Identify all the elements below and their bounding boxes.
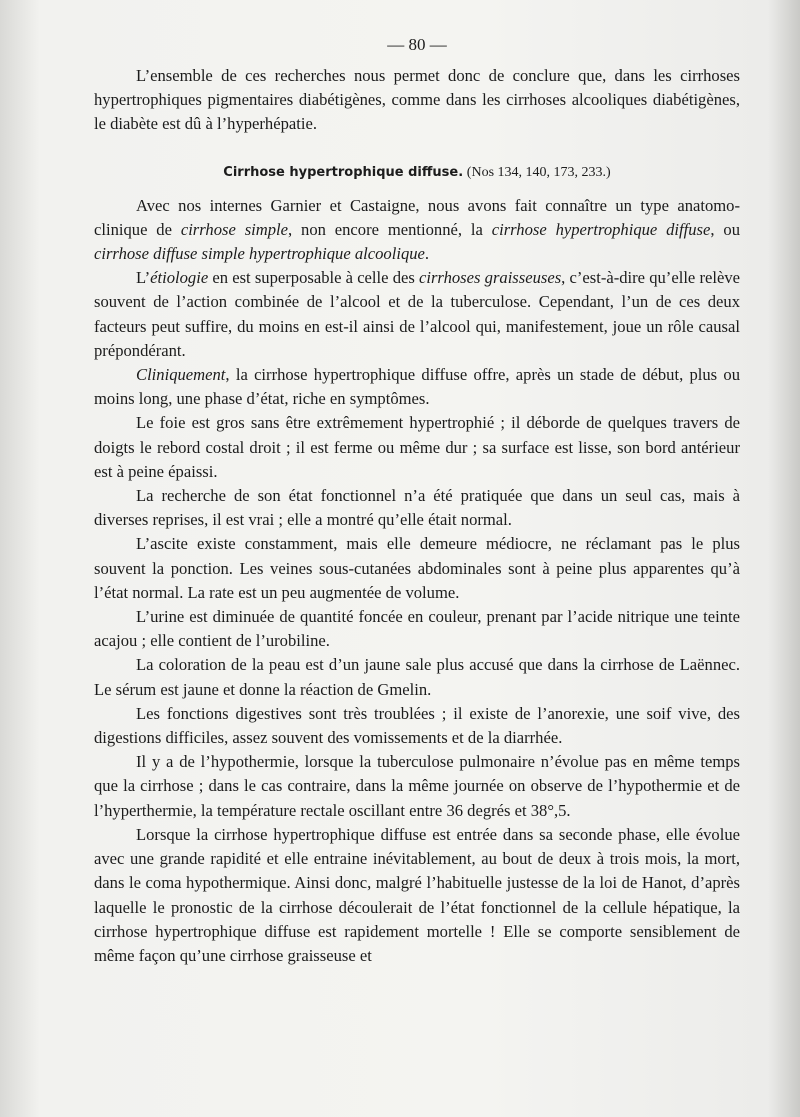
italic-text: cirrhoses graisseuses <box>419 268 562 288</box>
paragraph-text: , non encore mentionné, la <box>288 219 492 239</box>
paragraph-text: L’urine est diminuée de quantité foncée en couleur, prenant par l’acide nitrique une teinte acajou ; elle contient de l’urobiline. <box>94 607 740 651</box>
paragraph-text: , c’est-à-dire qu’elle relève souvent de l’action combinée de l’alcool et de la tuberculose. Cependant, l’un de ces deux facteurs peut suffire, du moins en est-il ainsi de l’alcool qui, manifestement, joue un rôle causal prépondérant. <box>94 268 740 360</box>
paragraph-text: Avec nos internes Garnier et Castaigne, nous avons fait connaître un type anatomo-clinique de <box>94 195 740 239</box>
italic-text: cirrhose diffuse simple hypertrophique alcoolique <box>94 244 425 264</box>
paragraph <box>94 363 740 411</box>
italic-text: cirrhose hypertrophique diffuse <box>491 219 711 239</box>
paragraph <box>94 411 740 484</box>
italic-text: cirrhose simple <box>180 219 289 239</box>
body-paragraphs <box>94 194 740 969</box>
paragraph-text: Le foie est gros sans être extrêmement hypertrophié ; il déborde de quelques travers de doigts le rebord costal droit ; il est ferme ou même dur ; sa surface est lisse, son bord antérieur est à peine épaissi. <box>94 413 740 481</box>
paragraph <box>94 484 740 532</box>
paragraph-text: . <box>424 244 430 264</box>
section-heading <box>94 161 740 184</box>
paragraph <box>94 605 740 653</box>
section-case-numbers: (Nos 134, 140, 173, 233.) <box>466 164 611 180</box>
italic-text: étiologie <box>150 268 209 288</box>
page-text <box>94 30 740 968</box>
paragraph-text: L’ <box>136 268 151 288</box>
paragraph <box>94 702 740 750</box>
paragraph-text: Les fonctions digestives sont très troublées ; il existe de l’anorexie, une soif vive, des digestions difficiles, assez souvent des vomissements et de la diarrhée. <box>94 703 740 748</box>
paragraph-text: , ou <box>710 219 740 239</box>
paragraph <box>94 64 740 137</box>
paragraph-text: , la cirrhose hypertrophique diffuse offre, après un stade de début, plus ou moins long, une phase d’état, riche en symptômes. <box>94 365 740 409</box>
paragraph-text: en est superposable à celle des <box>208 268 419 288</box>
paragraph-text: La coloration de la peau est d’un jaune sale plus accusé que dans la cirrhose de Laënnec. Le sérum est jaune et donne la réaction de Gmelin. <box>94 655 740 699</box>
italic-text: Cliniquement <box>136 365 226 385</box>
paragraph <box>94 823 740 968</box>
section-title: Cirrhose hypertrophique diffuse. <box>223 164 464 180</box>
paragraph <box>94 266 740 363</box>
intro-paragraphs <box>94 64 740 137</box>
paragraph <box>94 194 740 267</box>
paragraph-text: L’ensemble de ces recherches nous permet donc de conclure que, dans les cirrhoses hypertrophiques pigmentaires diabétigènes, comme dans les cirrhoses alcooliques diabétigènes, le diabète est dû à l’hyperhépatie. <box>94 66 740 134</box>
paragraph-text: Il y a de l’hypothermie, lorsque la tuberculose pulmonaire n’évolue pas en même temps que la cirrhose ; dans le cas contraire, dans la même journée on observe de l’hypothermie et de l’hyperthermie, la température rectale oscillant entre 36 degrés et 38°,5. <box>94 752 740 820</box>
paragraph <box>94 532 740 605</box>
paragraph-text: Lorsque la cirrhose hypertrophique diffuse est entrée dans sa seconde phase, elle évolue avec une grande rapidité et elle entraine inévitablement, au bout de deux à trois mois, la mort, dans le coma hypothermique. Ainsi donc, malgré l’habituelle justesse de la loi de Hanot, d’après laquelle le pronostic de la cirrhose découlerait de l’état fonctionnel de la cellule hépatique, la cirrhose hypertrophique diffuse est rapidement mortelle ! Elle se comporte sensiblement de même façon qu’une cirrhose graisseuse et <box>94 824 740 965</box>
paragraph-text: L’ascite existe constamment, mais elle demeure médiocre, ne réclamant pas le plus souvent la ponction. Les veines sous-cutanées abdominales sont à peine plus apparentes qu’à l’état normal. La rate est un peu augmentée de volume. <box>94 534 740 602</box>
paragraph <box>94 653 740 701</box>
paragraph <box>94 750 740 823</box>
page-number: — 80 — <box>387 35 447 54</box>
paragraph-text: La recherche de son état fonctionnel n’a été pratiquée que dans un seul cas, mais à diverses reprises, il est vrai ; elle a montré qu’elle était normal. <box>94 486 740 530</box>
